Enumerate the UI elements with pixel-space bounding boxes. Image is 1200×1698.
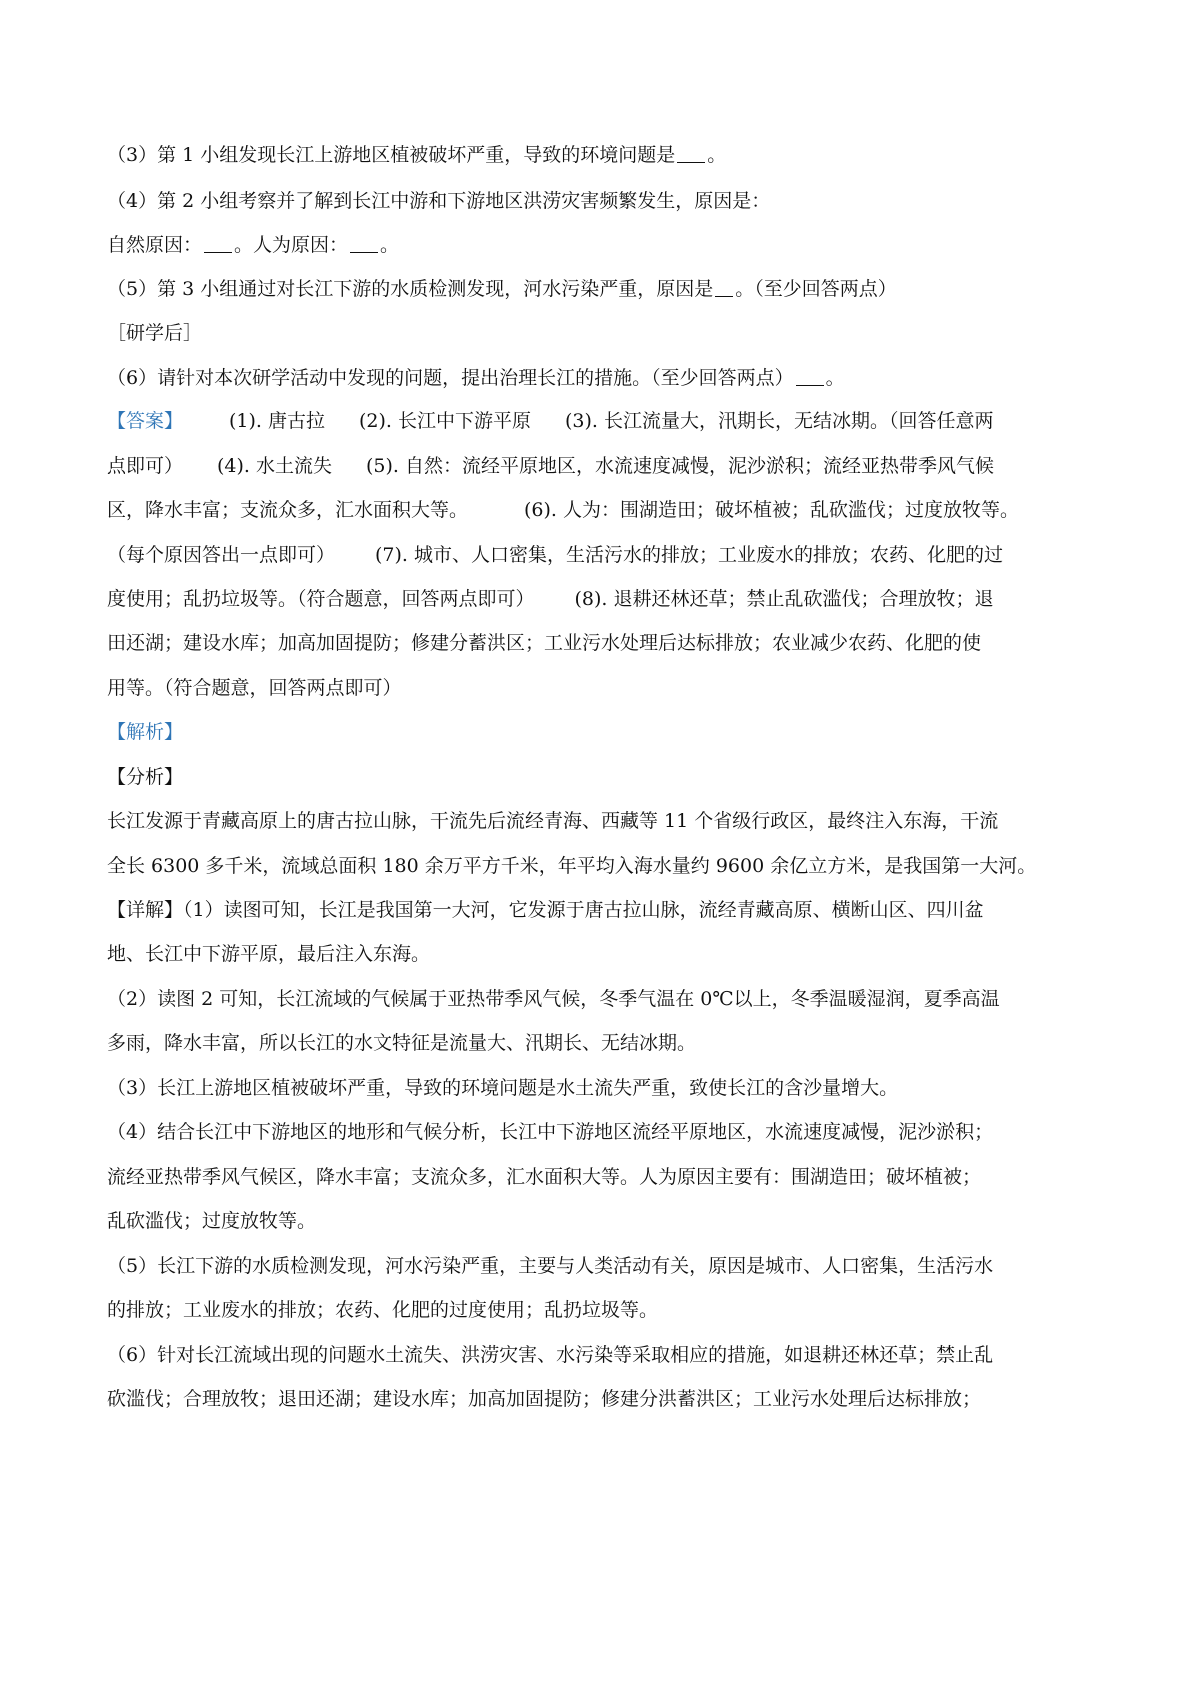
detail-line-12: 砍滥伐；合理放牧；退田还湖；建设水库；加高加固提防；修建分洪蓄洪区；工业污水处理后达标排放； <box>107 1388 982 1410</box>
fenxi-label: 【分析】 <box>107 766 184 788</box>
answer-blank <box>677 144 705 163</box>
natural-reason-label: 自然原因： <box>107 234 203 256</box>
detail-line-1 <box>107 895 1107 925</box>
question-6-text: （6）请针对本次研学活动中发现的问题，提出治理长江的措施。（至少回答两点） <box>107 367 794 389</box>
detail-line-10: 的排放；工业废水的排放；农药、化肥的过度使用；乱扔垃圾等。 <box>107 1299 659 1321</box>
question-4-reasons <box>107 230 1107 260</box>
answer-item: (5). 自然：流经平原地区，水流速度减慢，泥沙淤积；流经亚热带季风气候 <box>366 455 995 477</box>
after-study-label: ［研学后］ <box>107 322 203 344</box>
answer-line-6: 田还湖；建设水库；加高加固提防；修建分蓄洪区；工业污水处理后达标排放；农业减少农药、化肥的使 <box>107 632 982 654</box>
detail-text: （1）读图可知，长江是我国第一大河，它发源于唐古拉山脉，流经青藏高原、横断山区、四川盆 <box>183 899 984 921</box>
question-4-text: （4）第 2 小组考察并了解到长江中游和下游地区洪涝灾害频繁发生，原因是： <box>107 190 771 212</box>
answer-item: 点即可） <box>107 455 184 477</box>
answer-item: 度使用；乱扔垃圾等。（符合题意，回答两点即可） <box>107 588 535 610</box>
question-6 <box>107 363 1107 393</box>
answer-line-4 <box>107 540 1107 570</box>
question-4-end: 。 <box>380 234 400 256</box>
answer-line-2 <box>107 451 1107 481</box>
detail-line-3: （2）读图 2 可知，长江流域的气候属于亚热带季风气候，冬季气温在 0℃以上，冬季温暖湿润，夏季高温 <box>107 988 1000 1010</box>
analysis-label: 【解析】 <box>107 721 184 743</box>
question-5-end: 。（至少回答两点） <box>735 278 897 300</box>
question-4 <box>107 186 1107 216</box>
answer-line-1 <box>107 406 1107 436</box>
detail-line-6: （4）结合长江中下游地区的地形和气候分析，长江中下游地区流经平原地区，水流速度减慢，泥沙淤积； <box>107 1121 994 1143</box>
detail-line-11: （6）针对长江流域出现的问题水土流失、洪涝灾害、水污染等采取相应的措施，如退耕还林还草；禁止乱 <box>107 1344 994 1366</box>
detail-line-8: 乱砍滥伐；过度放牧等。 <box>107 1210 317 1232</box>
answer-item: 区，降水丰富；支流众多，汇水面积大等。 <box>107 499 469 521</box>
answer-blank <box>796 367 824 386</box>
answer-item: (1). 唐古拉 <box>229 410 326 432</box>
question-3-end: 。 <box>707 144 727 166</box>
answer-item: (7). 城市、人口密集，生活污水的排放；工业废水的排放；农药、化肥的过 <box>375 544 1004 566</box>
detail-line-5: （3）长江上游地区植被破坏严重，导致的环境问题是水土流失严重，致使长江的含沙量增大。 <box>107 1077 899 1099</box>
xiangjie-label: 【详解】 <box>107 899 184 921</box>
answer-item: （每个原因答出一点即可） <box>107 544 336 566</box>
detail-line-9: （5）长江下游的水质检测发现，河水污染严重，主要与人类活动有关，原因是城市、人口密集，生活污水 <box>107 1255 994 1277</box>
fenxi-line-1: 长江发源于青藏高原上的唐古拉山脉，干流先后流经青海、西藏等 11 个省级行政区，最终注入东海，干流 <box>107 810 999 832</box>
question-6-end: 。 <box>825 367 845 389</box>
answer-item: (4). 水土流失 <box>217 455 333 477</box>
question-3 <box>107 140 1107 170</box>
answer-item: (2). 长江中下游平原 <box>359 410 532 432</box>
answer-item: (3). 长江流量大，汛期长，无结冰期。（回答任意两 <box>565 410 994 432</box>
question-5-text: （5）第 3 小组通过对长江下游的水质检测发现，河水污染严重，原因是 <box>107 278 714 300</box>
detail-line-4: 多雨，降水丰富，所以长江的水文特征是流量大、汛期长、无结冰期。 <box>107 1032 697 1054</box>
answer-blank <box>350 234 378 253</box>
fenxi-line-2: 全长 6300 多千米，流域总面积 180 余万平方千米，年平均入海水量约 9600 余亿立方米，是我国第一大河。 <box>107 855 1037 877</box>
answer-item: (8). 退耕还林还草；禁止乱砍滥伐；合理放牧；退 <box>574 588 994 610</box>
answer-label: 【答案】 <box>107 410 184 432</box>
detail-line-7: 流经亚热带季风气候区，降水丰富；支流众多，汇水面积大等。人为原因主要有：围湖造田；破坏植被； <box>107 1166 982 1188</box>
answer-line-7: 用等。（符合题意，回答两点即可） <box>107 677 402 699</box>
detail-line-2: 地、长江中下游平原，最后注入东海。 <box>107 943 431 965</box>
answer-line-5 <box>107 584 1107 614</box>
human-reason-label: 。人为原因： <box>234 234 349 256</box>
answer-blank <box>204 234 232 253</box>
question-3-text: （3）第 1 小组发现长江上游地区植被破坏严重，导致的环境问题是 <box>107 144 676 166</box>
question-5 <box>107 274 1107 304</box>
answer-blank <box>715 278 733 297</box>
answer-line-3 <box>107 495 1107 525</box>
answer-item: (6). 人为：围湖造田；破坏植被；乱砍滥伐；过度放牧等。 <box>524 499 1020 521</box>
